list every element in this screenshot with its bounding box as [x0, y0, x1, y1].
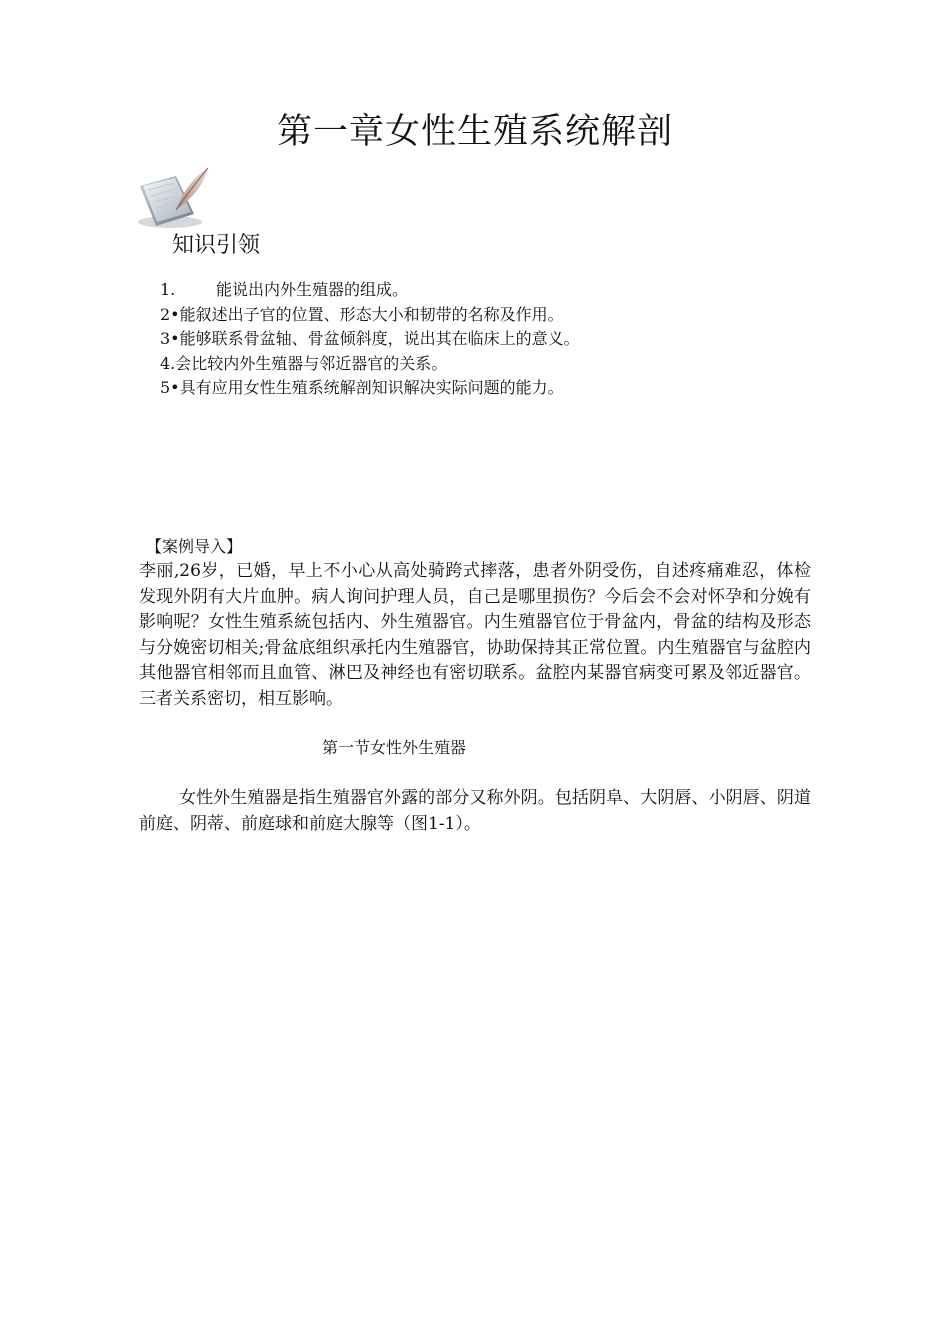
- objective-number: 1.: [160, 280, 176, 299]
- objective-number: 2•: [160, 304, 180, 324]
- section-heading: 第一节女性外生殖器: [322, 738, 467, 757]
- objective-text: 会比较内外生殖器与邻近器官的关系。: [175, 353, 448, 373]
- objective-text: 能叙述出子官的位置、形态大小和韧带的名称及作用。: [179, 304, 564, 324]
- objective-text: 能说出内外生殖器的组成。: [216, 280, 409, 299]
- objective-number: 4.: [160, 353, 176, 373]
- objective-item: [160, 376, 580, 401]
- case-intro-heading: 【案例导入】: [146, 537, 243, 556]
- section-paragraph: 女性外生殖器是指生殖器官外露的部分又称外阴。包括阴阜、大阴唇、小阴唇、阴道前庭、阴蒂、前庭球和前庭大腺等（图1-1）。: [139, 788, 811, 834]
- objective-item: [160, 327, 580, 352]
- objective-item: [160, 303, 580, 328]
- objective-text: 能够联系骨盆轴、骨盆倾斜度，说出其在临床上的意义。: [179, 329, 580, 348]
- notebook-quill-icon-graphic: [136, 164, 212, 230]
- chapter-title: 第一章女性生殖系统解剖: [276, 112, 673, 152]
- objective-item: [160, 278, 580, 303]
- objective-text: 具有应用女性生殖系统解剖知识解决实际问题的能力。: [179, 378, 564, 397]
- knowledge-section-label: 知识引领: [172, 233, 261, 258]
- objective-number: 5•: [160, 378, 180, 397]
- learning-objectives-list: [160, 278, 580, 401]
- case-intro-body: 李丽,26岁，已婚，早上不小心从高处骑跨式摔落，患者外阴受伤，自述疼痛难忍，体检发现外阴有大片血肿。病人询问护理人员，自己是哪里损伤？今后会不会对怀孕和分娩有影响呢？女性生殖系統包括内、外生殖器官。内生殖器官位于骨盆内，骨盆的结构及形态与分娩密切相关;骨盆底组织承托内生殖器官，协助保持其正常位置。内生殖器官与盆腔内其他器官相邻而且血管、淋巴及神经也有密切联系。盆腔内某器官病变可累及邻近器官。三者关系密切，相互影响。: [139, 561, 811, 709]
- objective-number: 3•: [160, 329, 180, 348]
- objective-item: [160, 352, 580, 377]
- notebook-quill-icon: [136, 164, 212, 230]
